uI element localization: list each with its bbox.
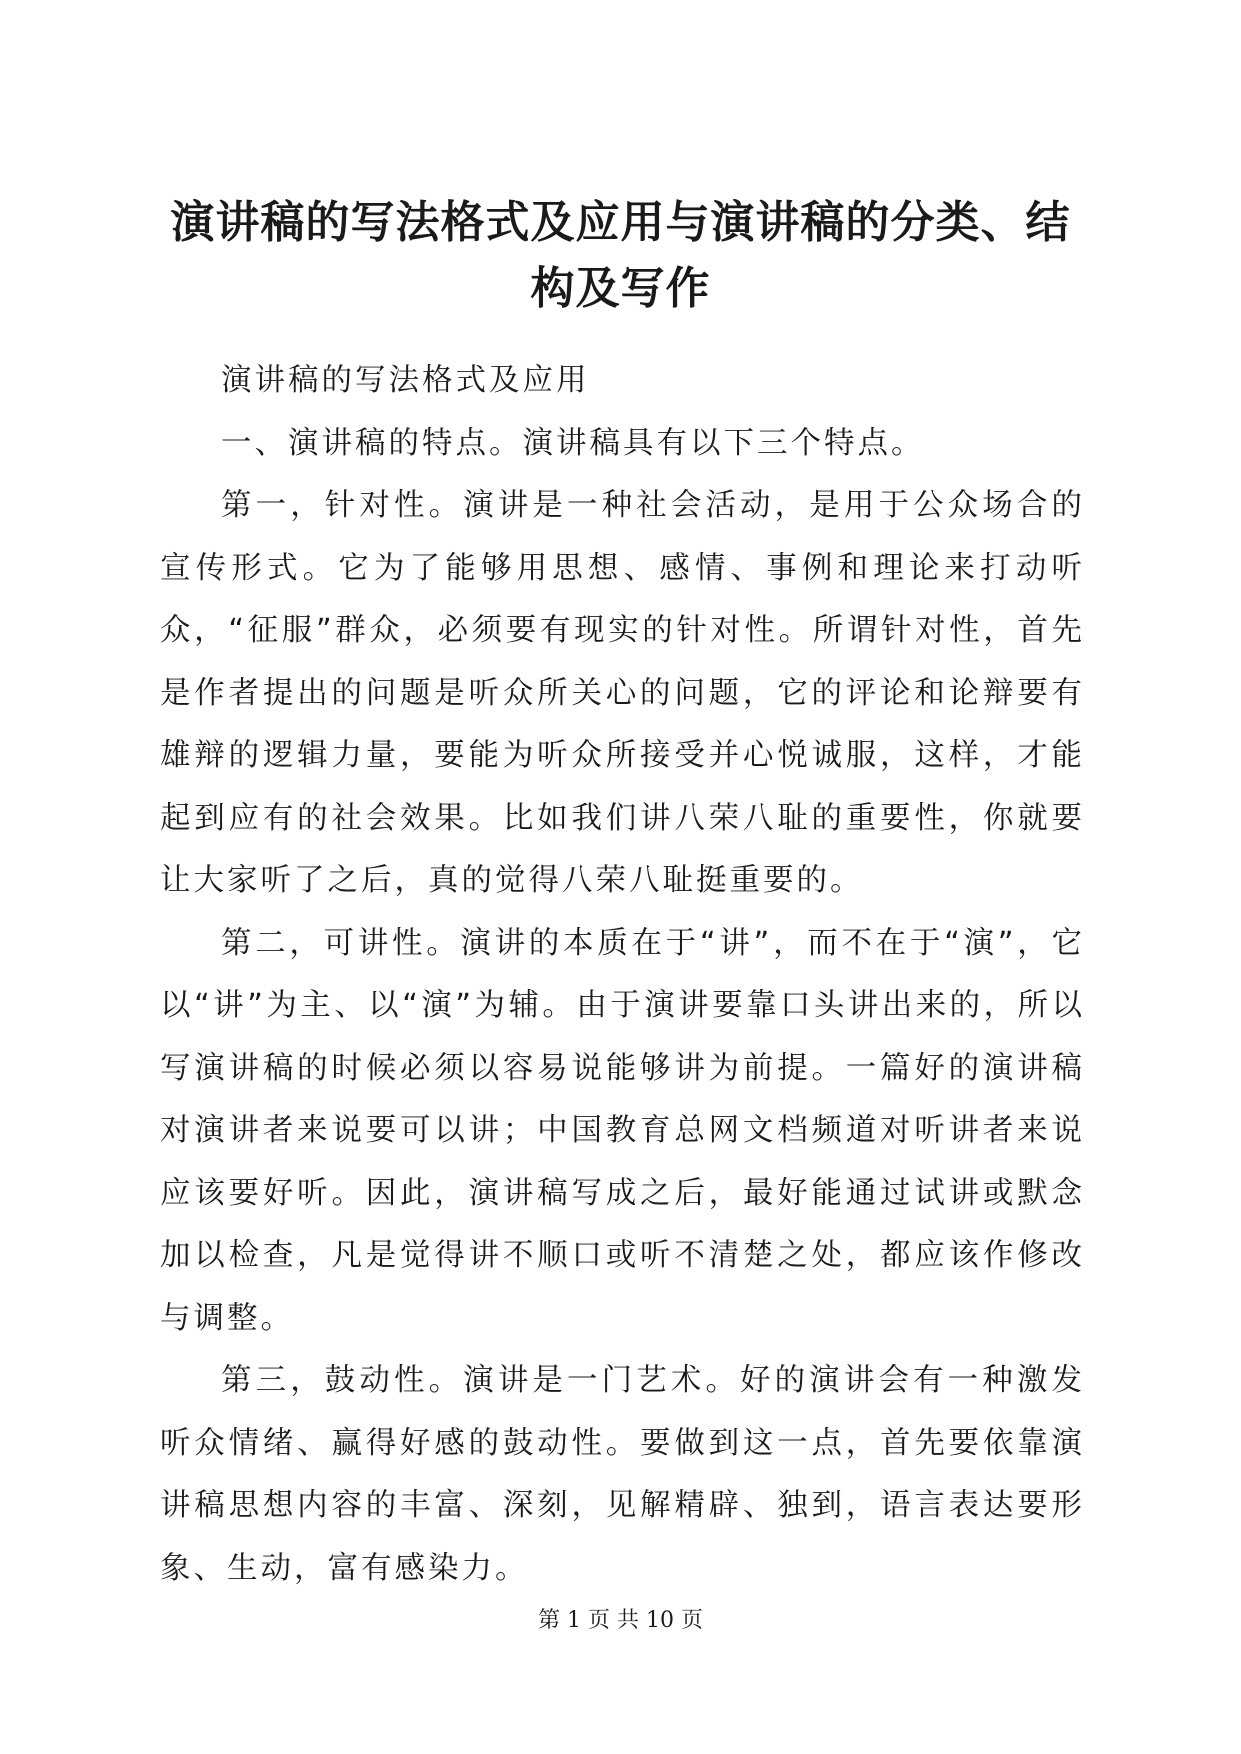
paragraph-first-feature: 第一，针对性。演讲是一种社会活动，是用于公众场合的宣传形式。它为了能够用思想、感情、事例和理论来打动听众，“征服”群众，必须要有现实的针对性。所谓针对性，首先是作者提出的问题是听众所关心的问题，它的评论和论辩要有雄辩的逻辑力量，要能为听众所接受并心悦诚服，这样，才能起到应有的社会效果。比如我们讲八荣八耻的重要性，你就要让大家听了之后，真的觉得八荣八耻挺重要的。 (160, 488, 1085, 898)
paragraph-subtitle: 演讲稿的写法格式及应用 (221, 363, 590, 398)
paragraph-second-feature: 第二，可讲性。演讲的本质在于“讲”，而不在于“演”，它以“讲”为主、以“演”为辅。由于演讲要靠口头讲出来的，所以写演讲稿的时候必须以容易说能够讲为前提。一篇好的演讲稿对演讲者来说要可以讲；中国教育总网文档频道对听讲者来说应该要好听。因此，演讲稿写成之后，最好能通过试讲或默念加以检查，凡是觉得讲不顺口或听不清楚之处，都应该作修改与调整。 (160, 925, 1085, 1336)
paragraph-features-intro: 一、演讲稿的特点。演讲稿具有以下三个特点。 (221, 425, 925, 461)
document-title: 演讲稿的写法格式及应用与演讲稿的分类、结构及写作 (170, 197, 1071, 314)
page-number-footer: 第 1 页 共 10 页 (538, 1608, 703, 1633)
paragraph-third-feature: 第三，鼓动性。演讲是一门艺术。好的演讲会有一种激发听众情绪、赢得好感的鼓动性。要做到这一点，首先要依靠演讲稿思想内容的丰富、深刻，见解精辟、独到，语言表达要形象、生动，富有感染力。 (160, 1363, 1085, 1586)
document-body (160, 350, 1085, 1600)
